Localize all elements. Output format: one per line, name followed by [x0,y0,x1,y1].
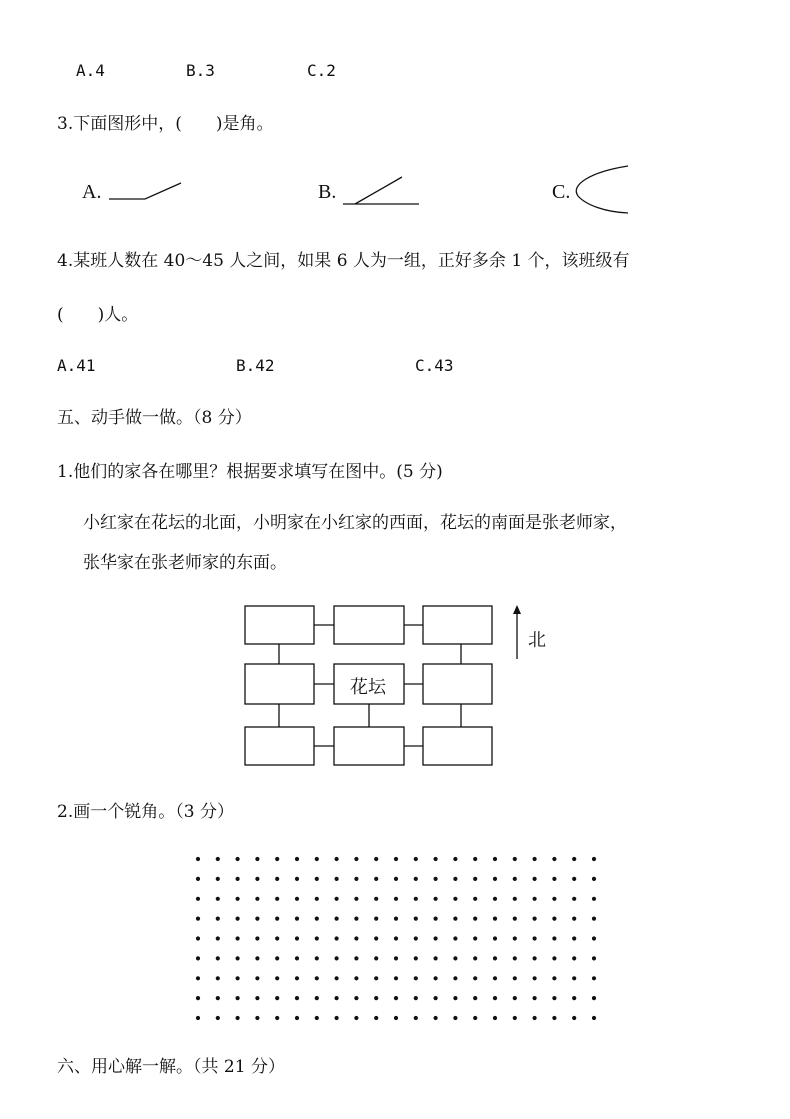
grid-dot [513,897,517,901]
section5-heading: 五、动手做一做。（8 分） [57,408,252,428]
grid-dot [493,877,497,881]
grid-dot [196,996,200,1000]
s5-q1-description-line1: 小红家在花坛的北面，小明家在小红家的西面，花坛的南面是张老师家， [83,513,627,533]
grid-dot [453,897,457,901]
grid-dot [335,857,339,861]
grid-dot [216,936,220,940]
grid-dot [255,976,259,980]
q3-option-a-label: A. [82,181,102,203]
grid-dot [315,897,319,901]
grid-dot [434,956,438,960]
grid-dot [434,877,438,881]
grid-dot [374,936,378,940]
q2-option-c: C.2 [307,61,336,80]
grid-dot [295,857,299,861]
grid-dot [434,917,438,921]
grid-dot [414,897,418,901]
grid-dot [275,936,279,940]
q3-option-b-label: B. [318,181,337,203]
grid-dot [493,857,497,861]
grid-dot [354,917,358,921]
grid-dot [236,936,240,940]
grid-dot [513,976,517,980]
grid-dot [533,917,537,921]
grid-dot [255,936,259,940]
grid-dot [196,976,200,980]
north-label: 北 [528,630,546,651]
grid-dot [453,996,457,1000]
q4-option-c: C.43 [415,356,454,375]
grid-dot [552,897,556,901]
grid-dot [414,996,418,1000]
grid-dot [354,857,358,861]
grid-dot [255,877,259,881]
grid-dot [216,976,220,980]
grid-dot [216,897,220,901]
q3-figure-c-curve [576,166,628,213]
grid-dot [315,877,319,881]
grid-dot [552,1016,556,1020]
grid-dot [374,996,378,1000]
grid-dot [473,877,477,881]
grid-dot [493,956,497,960]
grid-dot [473,1016,477,1020]
grid-dot [552,877,556,881]
grid-dot [255,1016,259,1020]
grid-dot [335,976,339,980]
grid-dot [394,996,398,1000]
grid-dot [236,956,240,960]
grid-dot [335,1016,339,1020]
grid-dot [216,877,220,881]
grid-dot [315,857,319,861]
grid-dot [275,917,279,921]
grid-dot [493,897,497,901]
grid-dot [394,917,398,921]
grid-dot [493,976,497,980]
grid-dot [236,1016,240,1020]
grid-dot [414,917,418,921]
map-box-w[interactable] [245,664,314,704]
grid-dot [572,857,576,861]
grid-dot [453,877,457,881]
grid-dot [275,877,279,881]
grid-dot [394,877,398,881]
grid-dot [493,917,497,921]
grid-dot [533,996,537,1000]
grid-dot [592,897,596,901]
grid-dot [275,857,279,861]
grid-dot [295,996,299,1000]
grid-dot [592,877,596,881]
grid-dot [533,976,537,980]
grid-dot [513,936,517,940]
grid-dot [592,1016,596,1020]
grid-dot [216,857,220,861]
grid-dot [533,897,537,901]
grid-dot [295,936,299,940]
grid-dot [572,877,576,881]
s5-q2-question: 2.画一个锐角。（3 分） [57,802,234,822]
q4-question-line1: 4.某班人数在 40～45 人之间，如果 6 人为一组，正好多余 1 个，该班级有 [57,251,630,271]
grid-dot [374,976,378,980]
grid-dot [414,976,418,980]
grid-dot [513,877,517,881]
map-box-n[interactable] [334,606,404,644]
grid-dot [572,996,576,1000]
grid-dot [572,956,576,960]
grid-dot [354,996,358,1000]
grid-dot [572,1016,576,1020]
grid-dot [236,897,240,901]
grid-dot [513,857,517,861]
grid-dot [354,936,358,940]
grid-dot [354,956,358,960]
q3-option-c-label: C. [552,181,571,203]
grid-dot [374,897,378,901]
s5-q1-description-line2: 张华家在张老师家的东面。 [83,553,287,573]
grid-dot [592,996,596,1000]
q2-option-b: B.3 [186,61,215,80]
grid-dot [453,917,457,921]
q3-figure-a [109,183,181,199]
grid-dot [533,1016,537,1020]
grid-dot [236,996,240,1000]
grid-dot [513,996,517,1000]
grid-dot [275,976,279,980]
grid-dot [315,1016,319,1020]
grid-dot [493,996,497,1000]
grid-dot [196,936,200,940]
grid-dot [592,936,596,940]
flower-bed-label: 花坛 [350,677,386,698]
grid-dot [255,897,259,901]
grid-dot [275,897,279,901]
q3-figure-b-angle [343,177,419,204]
grid-dot [216,917,220,921]
grid-dot [473,897,477,901]
grid-dot [335,917,339,921]
grid-dot [394,936,398,940]
grid-dot [335,956,339,960]
q2-option-a: A.4 [76,61,105,80]
grid-dot [335,936,339,940]
grid-dot [434,897,438,901]
grid-dot [473,976,477,980]
q4-option-b: B.42 [236,356,275,375]
grid-dot [236,877,240,881]
grid-dot [513,956,517,960]
map-box-ne[interactable] [423,606,492,644]
grid-dot [552,996,556,1000]
grid-dot [394,857,398,861]
grid-dot [295,1016,299,1020]
grid-dot [493,936,497,940]
grid-dot [394,956,398,960]
grid-dot [414,857,418,861]
grid-dot [453,1016,457,1020]
grid-dot [533,936,537,940]
grid-dot [374,857,378,861]
grid-dot [354,976,358,980]
grid-dot [354,897,358,901]
grid-dot [335,996,339,1000]
grid-dot [255,857,259,861]
grid-dot [196,857,200,861]
grid-dot [354,877,358,881]
grid-dot [275,996,279,1000]
grid-dot [354,1016,358,1020]
grid-dot [533,956,537,960]
grid-dot [275,956,279,960]
grid-dot [592,976,596,980]
grid-dot [394,1016,398,1020]
dot-grid[interactable] [196,857,596,1020]
grid-dot [295,956,299,960]
grid-dot [275,1016,279,1020]
grid-dot [552,857,556,861]
grid-dot [295,897,299,901]
grid-dot [453,936,457,940]
map-box-s[interactable] [334,727,404,765]
q3-question: 3.下面图形中，( )是角。 [57,114,274,134]
grid-dot [315,996,319,1000]
grid-dot [315,956,319,960]
grid-dot [572,917,576,921]
grid-dot [196,917,200,921]
grid-dot [374,877,378,881]
grid-dot [236,917,240,921]
grid-dot [374,956,378,960]
grid-dot [196,897,200,901]
map-box-sw[interactable] [245,727,314,765]
grid-dot [572,936,576,940]
grid-dot [414,1016,418,1020]
grid-dot [434,936,438,940]
grid-dot [533,877,537,881]
grid-dot [434,976,438,980]
grid-dot [473,936,477,940]
grid-dot [236,857,240,861]
grid-dot [592,956,596,960]
grid-dot [216,956,220,960]
grid-dot [315,917,319,921]
grid-dot [533,857,537,861]
grid-dot [216,1016,220,1020]
map-box-nw[interactable] [245,606,314,644]
grid-dot [592,857,596,861]
q4-option-a: A.41 [57,356,96,375]
grid-dot [473,917,477,921]
grid-dot [473,956,477,960]
grid-dot [552,956,556,960]
q4-question-line2: ( )人。 [57,305,139,325]
grid-dot [295,917,299,921]
grid-dot [414,936,418,940]
grid-dot [295,976,299,980]
grid-dot [434,996,438,1000]
grid-dot [374,1016,378,1020]
north-arrow-icon [513,605,521,659]
grid-dot [513,1016,517,1020]
grid-dot [493,1016,497,1020]
grid-dot [295,877,299,881]
grid-dot [592,917,596,921]
grid-dot [255,956,259,960]
grid-dot [434,1016,438,1020]
grid-dot [552,976,556,980]
grid-dot [453,976,457,980]
grid-dot [473,996,477,1000]
grid-dot [255,917,259,921]
grid-dot [552,917,556,921]
grid-dot [572,897,576,901]
grid-dot [255,996,259,1000]
grid-dot [414,956,418,960]
grid-dot [335,877,339,881]
grid-dot [196,1016,200,1020]
grid-dot [434,857,438,861]
s5-q1-question: 1.他们的家各在哪里？根据要求填写在图中。(5 分) [57,462,443,482]
grid-dot [513,917,517,921]
section6-heading: 六、用心解一解。（共 21 分） [57,1057,285,1077]
grid-dot [414,877,418,881]
grid-dot [335,897,339,901]
grid-dot [315,976,319,980]
map-box-se[interactable] [423,727,492,765]
grid-dot [552,936,556,940]
grid-dot [196,956,200,960]
grid-dot [394,976,398,980]
grid-dot [473,857,477,861]
grid-dot [394,897,398,901]
grid-dot [315,936,319,940]
grid-dot [196,877,200,881]
grid-dot [453,857,457,861]
grid-dot [236,976,240,980]
grid-dot [572,976,576,980]
grid-dot [453,956,457,960]
grid-dot [216,996,220,1000]
grid-dot [374,917,378,921]
map-box-e[interactable] [423,664,492,704]
